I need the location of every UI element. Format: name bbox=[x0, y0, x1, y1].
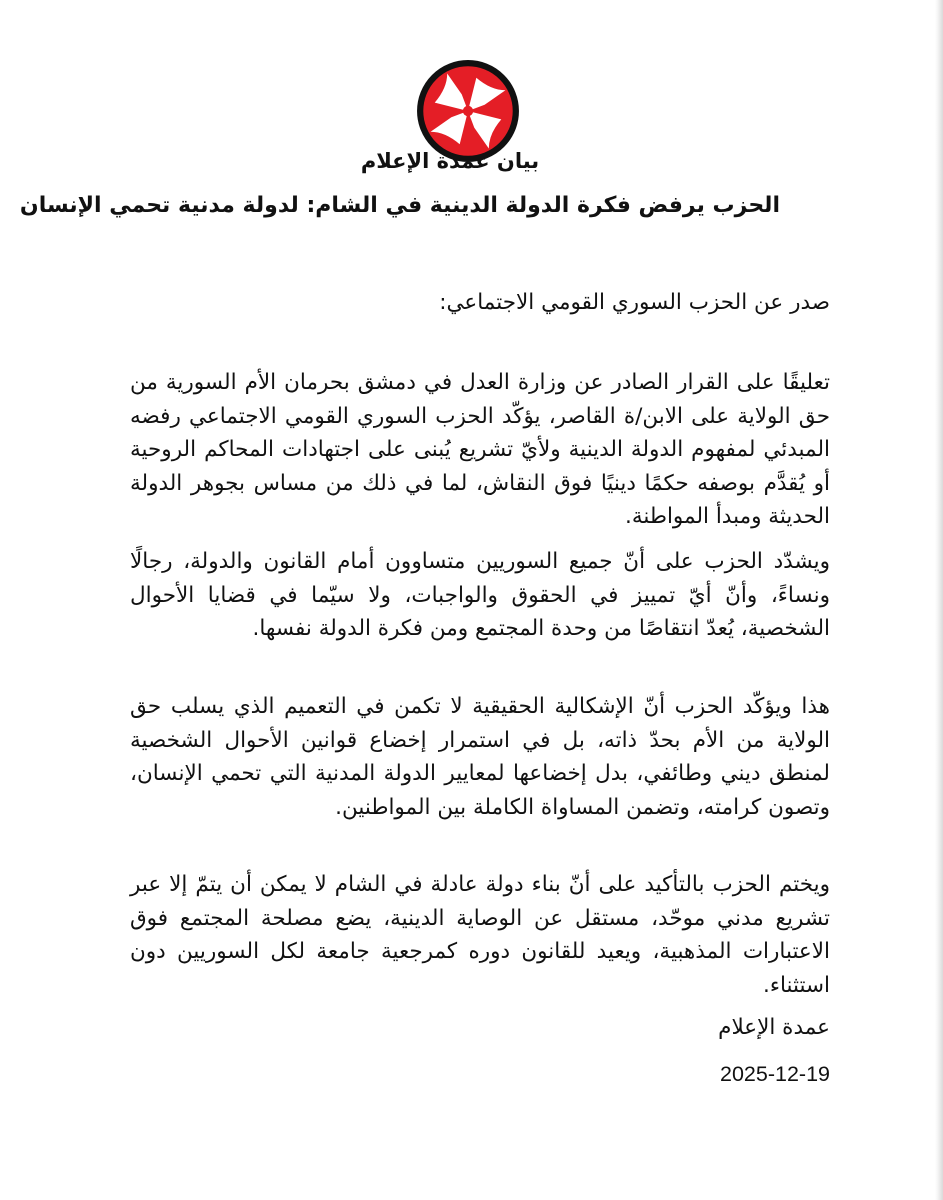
paragraph-2: ويشدّد الحزب على أنّ جميع السوريين متساوون أمام القانون والدولة، رجالًا ونساءً، وأنّ أيّ تمييز في الحقوق والواجبات، ولا سيّما في قضايا الأحوال الشخصية، يُعدّ انتقاصًا من وحدة المجتمع ومن فكرة الدولة نفسها. bbox=[130, 549, 830, 641]
paragraph-4: ويختم الحزب بالتأكيد على أنّ بناء دولة عادلة في الشام لا يمكن أن يتمّ إلا عبر تشريع مدني موحّد، مستقل عن الوصاية الدينية، يضع مصلحة المجتمع فوق الاعتبارات المذهبية، ويعيد للقانون دوره كمرجعية جامعة لكل السوريين دون استثناء. bbox=[130, 872, 830, 998]
paragraph-1: تعليقًا على القرار الصادر عن وزارة العدل في دمشق بحرمان الأم السورية من حق الولاية على الابن/ة القاصر، يؤكّد الحزب السوري القومي الاجتماعي رفضه المبدئي لمفهوم الدولة الدينية ولأيّ تشريع يُبنى على اجتهادات المحاكم الروحية أو يُقدَّم بوصفه حكمًا دينيًا فوق النقاش، لما في ذلك من مساس بجوهر الدولة الحديثة ومبدأ المواطنة. bbox=[130, 370, 830, 529]
statement-title: الحزب يرفض فكرة الدولة الدينية في الشام: لدولة مدنية تحمي الإنسان bbox=[19, 193, 780, 218]
issuer-heading: بيان عمدة الإعلام bbox=[360, 149, 540, 173]
statement-date: 2025-12-19 bbox=[720, 1062, 830, 1086]
page-edge-shadow bbox=[935, 0, 943, 1200]
signature: عمدة الإعلام bbox=[718, 1015, 830, 1040]
paragraph-3: هذا ويؤكّد الحزب أنّ الإشكالية الحقيقية لا تكمن في التعميم الذي يسلب حق الولاية من الأم بحدّ ذاته، بل في استمرار إخضاع قوانين الأحوال الشخصية لمنطق ديني وطائفي، بدل إخضاعها لمعايير الدولة المدنية التي تحمي الإنسان، وتصون كرامته، وتضمن المساواة الكاملة بين المواطنين. bbox=[130, 694, 830, 820]
ssnp-emblem-icon bbox=[416, 59, 520, 163]
intro-line: صدر عن الحزب السوري القومي الاجتماعي: bbox=[439, 290, 830, 315]
